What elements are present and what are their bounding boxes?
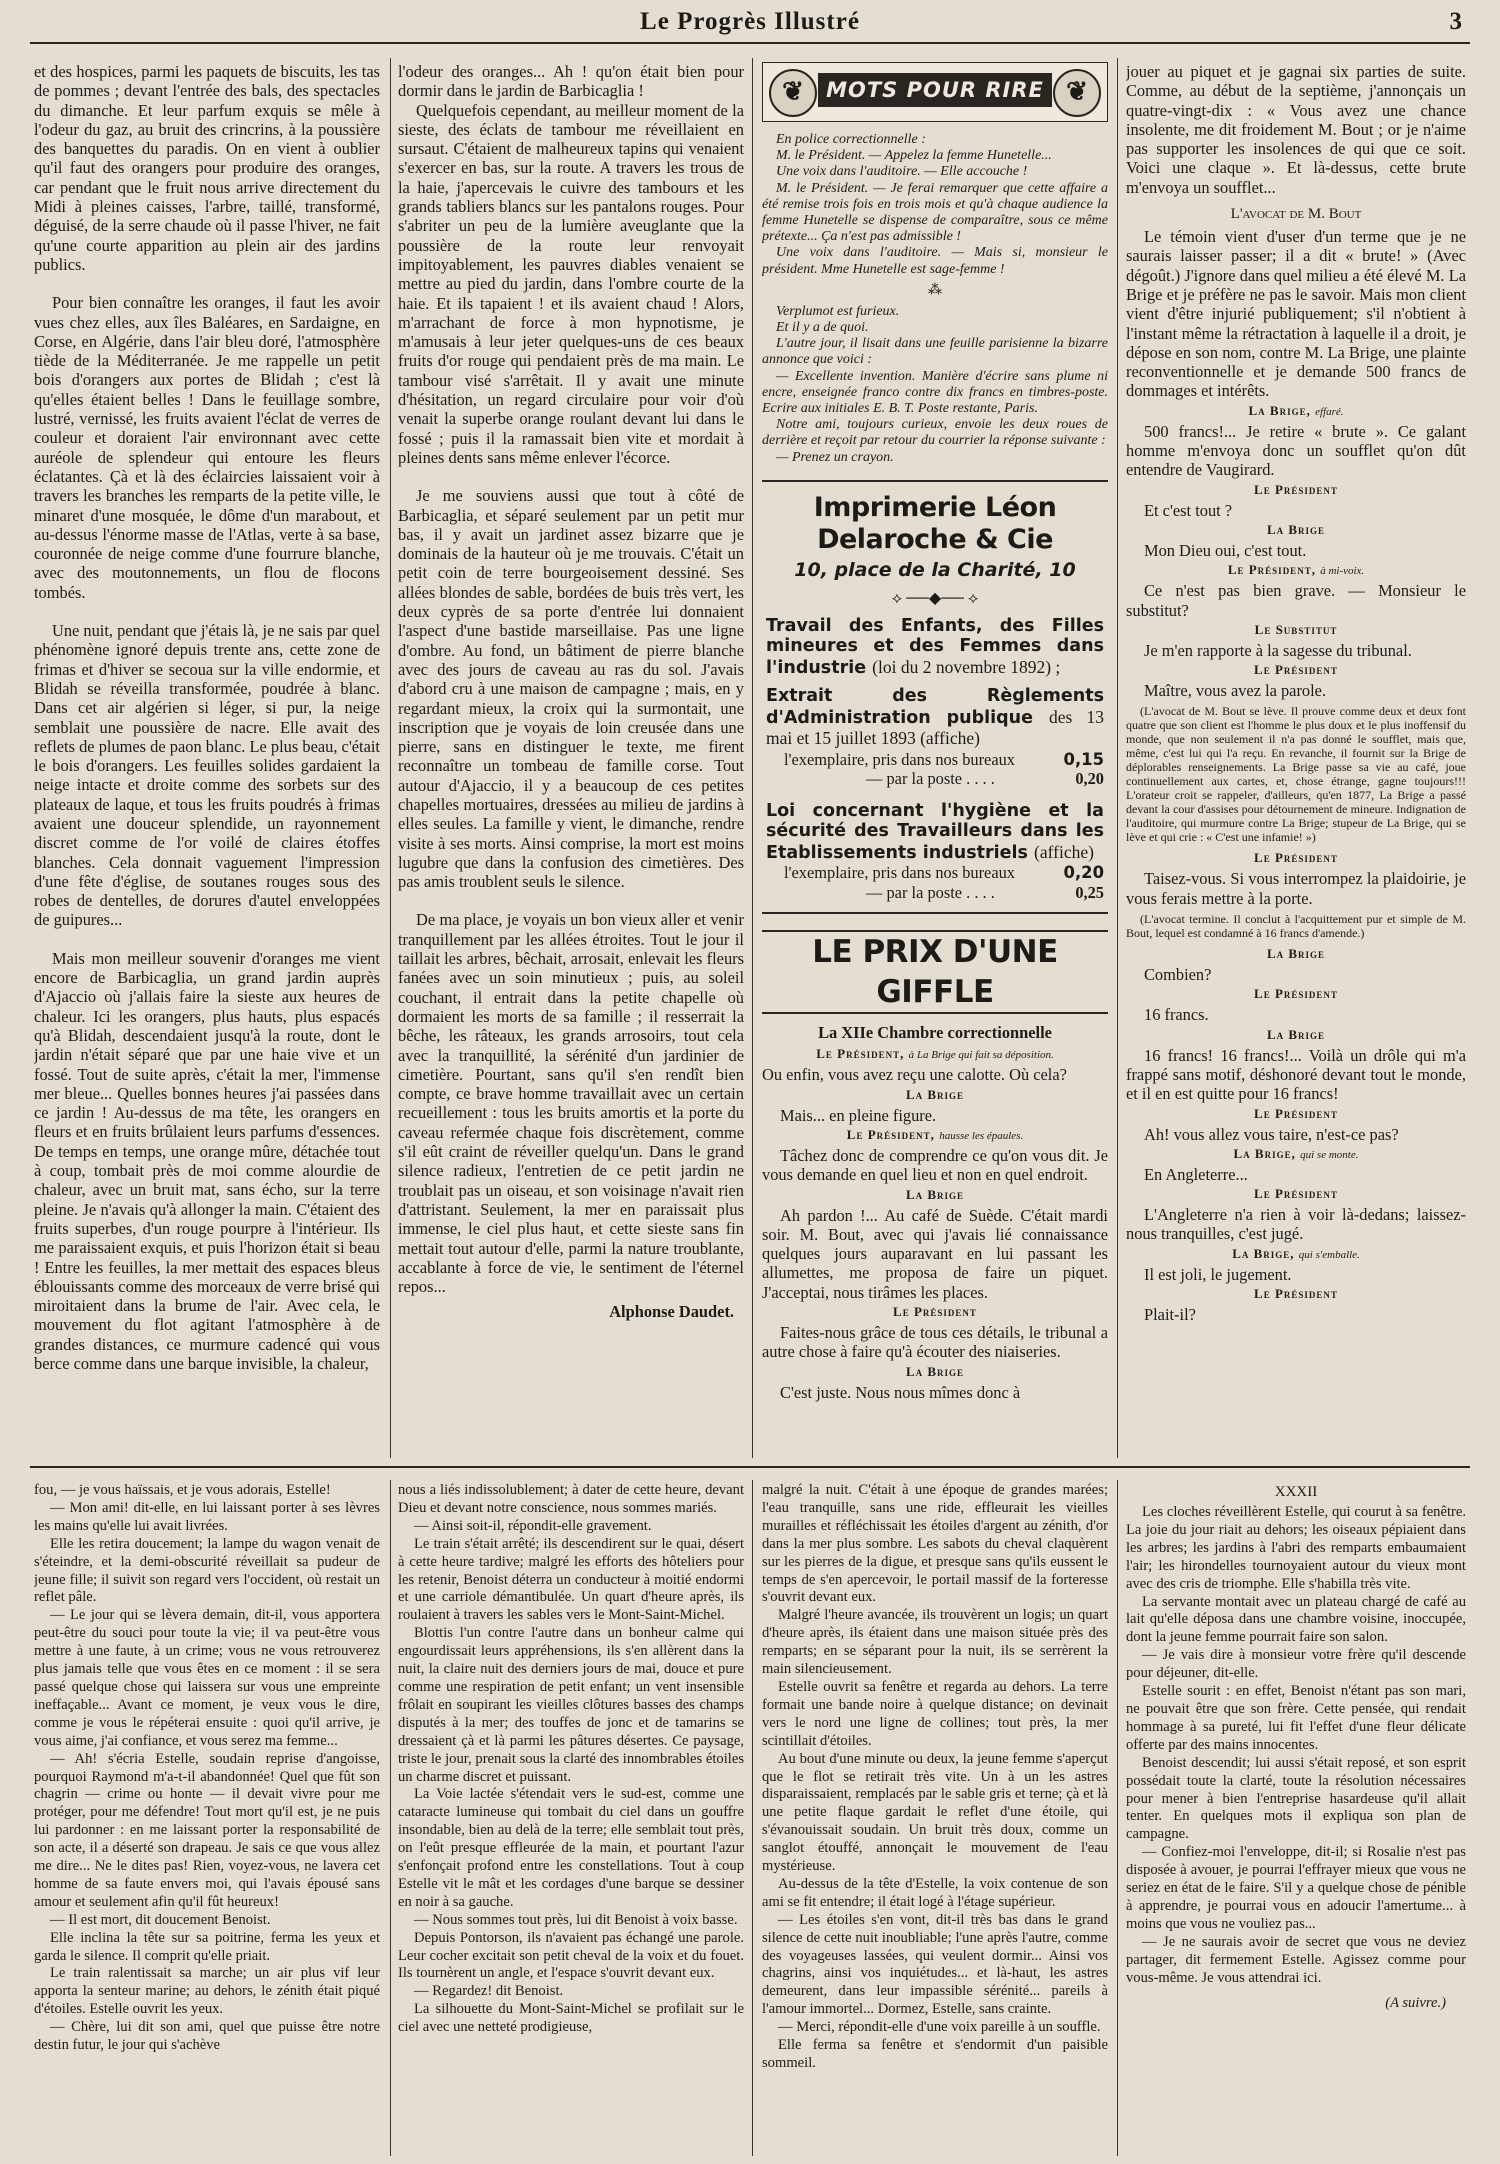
serial-paragraph: Le train ralentissait sa marche; un air plus vif leur apporta la senteur marine; au dehors, le zénith était piqué d'étoiles. Estelle ouvrit les yeux. — [34, 1965, 380, 2018]
dialogue-text: Mon Dieu oui, c'est tout. — [1144, 540, 1307, 560]
dialogue-text: jouer au piquet et je gagnai six parties de suite. Comme, au début de la septième, j'annonçais un quatre-vingt-dix : « Vous avez une chance insolente, me dit froidement M. Bout ; or je n'aime pas supporter les insolences de qui que ce soit. Voici une claque ». Et là-dessus, cette brute m'envoya un soufflet... — [1126, 62, 1466, 197]
joke-line: M. le Président. — Je ferai remarquer que cette affaire a été remise trois fois en trois mois et qu'à chaque audience la femme Hunetelle se dispense de comparaître, sous ce même prétexte... Ça n'est pas admissible ! — [762, 180, 1108, 245]
serial-paragraph: — Confiez-moi l'enveloppe, dit-il; si Rosalie n'est pas disposée à avouer, je pourrai l'effrayer mieux que vous ne seriez en état de le faire. S'il y a quelque chose de pénible à apprendre, je pourrai vous en adoucir l'amertume... à moins que vous ne vouliez pas... — [1126, 1844, 1466, 1932]
article-paragraph: et des hospices, parmi les paquets de biscuits, les tas de pommes ; devant l'entrée des bals, des spectacles du dimanche. Et leur parfum exquis se mêle à l'odeur du gaz, au bruit des crincrins, à la poussière des banquettes du paradis. On en vient à oublier qu'il faut des orangers pour produire des oranges, car pendant que le fruit nous arrive directement du Midi à pleines caisses, l'arbre, taillé, transformé, déguisé, de la serre chaude où il passe l'hiver, ne fait qu'une courte apparition au plein air des jardins publics. — [34, 62, 380, 274]
joke-line: — Prenez un crayon. — [776, 449, 894, 465]
dialogue-entry — [762, 1185, 1108, 1302]
joke-line: L'autre jour, il lisait dans une feuille parisienne la bizarre annonce que voici : — [762, 336, 1108, 368]
dialogue-text: 500 francs!... Je retire « brute ». Ce galant homme m'envoya donc un soufflet qu'on dût entendre de Vaugirard. — [1126, 421, 1466, 480]
stage-note: (L'avocat de M. Bout se lève. Il prouve comme deux et deux font quatre que son client est l'homme le plus doux et le plus inoffensif du monde, que non seulement il n'a pas donné le soufflet, mais que, même, c'est lui qui l'a reçu. En revanche, il fournit sur la Brige de déplorables renseignements. La Brige passe sa vie au café, joue continuellement aux cartes, et, chose étrange, gagne toujours!!! L'orateur croit se rappeler, d'ailleurs, qu'en 1877, La Brige a passé devant la cour d'assises pour détournement de mineure. Indignation de l'auditoire, qui murmure contre La Brige; stupeur de La Brige, qui se lève et qui crie : « C'est une infamie! ») — [1126, 704, 1466, 845]
feuilleton-column-3 — [762, 1482, 1108, 2158]
ad-item: Loi concernant l'hygiène et la sécurité des Travailleurs dans les Etablissements industriels (affiche) — [766, 800, 1104, 863]
dialogue-entry — [1126, 1244, 1466, 1284]
serial-paragraph: — Merci, répondit-elle d'une voix pareille à un souffle. — [778, 2019, 1101, 2036]
article-paragraph: l'odeur des oranges... Ah ! qu'on était bien pour dormir dans le jardin de Barbicaglia ! — [398, 62, 744, 101]
serial-paragraph: — Ainsi soit-il, répondit-elle gravement. — [414, 1517, 652, 1534]
speaker-name: La Brige — [905, 1363, 965, 1379]
printer-advertisement — [762, 480, 1108, 915]
price-line: — par la poste . . . . 0,20 — [866, 769, 1104, 789]
serial-paragraph: malgré la nuit. C'était à une époque de grandes marées; l'eau tranquille, sans une ride, effleurait les vieilles murailles et réfléchissait les étoiles d'argent au zénith, d'or dans la mer plus sombre. Les sabots du cheval claquèrent sur les pierres de la digue, et presque sans qu'ils eussent le temps de s'en apercevoir, le portail massif de la forteresse s'ouvrit devant eux. — [762, 1482, 1108, 1606]
speaker-name: Le Président — [1254, 1105, 1338, 1121]
joke-line: Et il y a de quoi. — [776, 320, 869, 336]
serial-paragraph: La Voie lactée s'étendait vers le sud-est, comme une cataracte lumineuse qui tombait du ciel dans un gouffre insondable, bien au delà de la terre; elle semblait tout près, on l'eût presque effleurée de la main, et pourtant l'azur s'enfonçait profond entre les constellations. Tout à coup Estelle vit le mât et les cordages d'une barque se dessiner en noir à sa gauche. — [398, 1786, 744, 1910]
stage-direction: qui se monte. — [1300, 1148, 1359, 1161]
article-paragraph: Une nuit, pendant que j'étais là, je ne sais par quel phénomène ignoré depuis trente ans, cette zone de frimas et d'hiver se secoua sur la ville endormie, et Blidah se réveilla transformée, poudrée à blanc. Dans cet air algérien si léger, si pur, la neige semblait une poussière de nacre. Elle avait des reflets de plumes de paon blanc. Le plus beau, c'était le bois d'orangers. Les feuilles solides gardaient la neige intacte et droite comme des sorbets sur des plateaux de laque, et tous les fruits poudrés à frimas avaient une douceur splendide, un rayonnement discret comme de l'or voilé de claires étoffes blanches. Cela donnait vaguement l'impression d'une fête d'église, de soutanes rouges sous des robes de dentelles, de dorures d'autel enveloppées de guipures... — [34, 621, 380, 930]
ornament-icon: ❦ — [1053, 69, 1101, 117]
dialogue-entry — [1126, 1104, 1466, 1144]
chapter-number: XXXII — [1274, 1484, 1318, 1500]
speaker-name: Le Président — [1254, 850, 1338, 866]
price-line: l'exemplaire, pris dans nos bureaux 0,15 — [784, 749, 1104, 769]
speaker-name: La Brige — [905, 1186, 965, 1202]
serial-paragraph: Le train s'était arrêté; ils descendirent sur le quai, désert à cette heure tardive; malgré les efforts des hôteliers pour les retenir, Benoist déterra un conducteur à moitié endormi et une carriole démantibulée. Un quart d'heure après, ils roulaient à travers les sables vers le Mont-Saint-Michel. — [398, 1535, 744, 1624]
section-divider — [30, 1466, 1470, 1468]
column-rule — [752, 1480, 753, 2156]
serial-paragraph: La servante montait avec un plateau chargé de café au lait qu'elle déposa dans une chambre voisine, inoccupée, dont la jeune femme pourrait faire son salon. — [1126, 1593, 1466, 1646]
article-paragraph: Mais mon meilleur souvenir d'oranges me vient encore de Barbicaglia, un grand jardin auprès d'Ajaccio où j'allais faire la sieste aux heures de chaleur. Ici les orangers, plus hauts, plus espacés qu'à Blidah, descendaient jusqu'à la route, dont le jardin n'était séparé que par une haie vive et un fossé. Tout de suite après, c'était la mer, l'immense mer bleue... Quelles bonnes heures j'ai passées dans ce jardin ! Au-dessus de ma tête, les orangers en fleurs et en fruits brûlaient leurs parfums d'essences. De temps en temps, une orange mûre, détachée tout à coup, tombait près de moi comme alourdie de chaleur, avec un bruit mat, sans écho, sur la terre pleine. Je n'avais qu'à allonger la main. C'étaient des fruits superbes, d'un rouge pourpre à l'intérieur. Ils me paraissaient exquis, et puis l'horizon était si beau ! Entre les feuilles, la mer mettait des espaces bleus éblouissants comme des morceaux de verre brisé qui miroitaient dans la brume de l'air. Avec cela, le mouvement du flot agitant l'atmosphère à de grandes distances, ce murmure cadencé qui vous berce comme dans une barque invisible, la chaleur, — [34, 948, 380, 1373]
article-column-2 — [398, 62, 744, 1454]
section-title: MOTS POUR RIRE — [818, 73, 1052, 107]
dialogue-entry — [762, 1044, 1108, 1084]
joke-line: Une voix dans l'auditoire. — Mais si, monsieur le président. Mme Hunetelle est sage-femme ! — [762, 245, 1108, 277]
serial-paragraph: Estelle ouvrit sa fenêtre et regarda au dehors. La terre formait une bande noire à quelque distance; on devinait vers le nord une ligne de collines; tout près, la mer scintillait d'étoiles. — [762, 1678, 1108, 1749]
dialogue-text: Ce n'est pas bien grave. — Monsieur le substitut? — [1126, 581, 1466, 620]
serial-paragraph: fou, — je vous haïssais, et je vous adorais, Estelle! — [34, 1482, 331, 1498]
joke-line: Notre ami, toujours curieux, envoie les deux roues de derrière et reçoit par retour du courrier la réponse suivante : — [762, 417, 1108, 449]
serial-paragraph: Les cloches réveillèrent Estelle, qui courut à sa fenêtre. La joie du jour riait au dehors; les oiseaux pépiaient dans les arbres; les jardins à l'abri des remparts embaumaient l'air; les hirondelles tournoyaient autour du vieux mont avec des cris de triomphe. Elle s'habilla très vite. — [1126, 1504, 1466, 1592]
dialogue-text: Tâchez donc de comprendre ce qu'on vous dit. Je vous demande en quel lieu et non en quel endroit. — [762, 1145, 1108, 1185]
speaker-name: La Brige, — [1233, 1145, 1296, 1161]
serial-paragraph: — Regardez! dit Benoist. — [414, 1983, 564, 2000]
serial-paragraph: Estelle sourit : en effet, Benoist n'étant pas son mari, ne pouvait être que son frère. Cette pensée, qui rendait hommage à sa pureté, lui fit l'effet d'une fleur délicate offerte par des mains innocentes. — [1126, 1683, 1466, 1753]
dialogue-text: Je m'en rapporte à la sagesse du tribunal. — [1144, 640, 1412, 660]
speaker-name: Le Président — [1254, 1186, 1338, 1202]
article-paragraph: Je me souviens aussi que tout à côté de Barbicaglia, et séparé seulement par un petit mur bas, il y avait un jardinet assez bizarre que je dominais de la hauteur où je me trouvais. C'était un petit coin de terre bourgeoisement dessiné. Ses allées blondes de sable, bordées de buis très vert, les deux cyprès de sa porte d'entrée lui donnaient l'aspect d'une bastide marseillaise. Pas une ligne d'ombre. Au fond, un bâtiment de pierre blanche avec des jours de caveau au ras du sol. J'avais d'abord cru à une maison de campagne ; mais, en y regardant mieux, la croix qui la surmontait, une inscription que je voyais de loin creusée dans une pierre, sans en distinguer le texte, me firent reconnaître un tombeau de famille corse. Tout autour d'Ajaccio, il y a beaucoup de ces petites chapelles mortuaires, dressées au milieu de jardins à elles seules. La famille y vient, le dimanche, rendre visite à ses morts. Ainsi comprise, la mort est moins lugubre que dans la confusion des cimetières. Des pas amis troublent seuls le silence. — [398, 486, 744, 892]
article-column-4 — [1126, 62, 1466, 1454]
article-column-1 — [34, 62, 380, 1454]
dialogue-entry — [762, 1085, 1108, 1125]
dialogue-text: 16 francs! 16 francs!... Voilà un drôle qui m'a frappé sans motif, déshonoré devant tout le monde, et il en est quitte pour 16 francs! — [1126, 1045, 1466, 1104]
speaker-name: La Brige — [905, 1086, 965, 1102]
serial-paragraph: Malgré l'heure avancée, ils trouvèrent un logis; un quart d'heure après, ils étaient dans une maison située près des remparts; en se séparant pour la nuit, ils se serrèrent la main silencieusement. — [762, 1607, 1108, 1678]
story-title: LE PRIX D'UNE GIFFLE — [762, 930, 1108, 1014]
speaker-name: Le Substitut — [1254, 621, 1338, 637]
article-paragraph: De ma place, je voyais un bon vieux aller et venir tranquillement par les allées étroites. Tout le jour il taillait les arbres, bêchait, arrosait, enlevait les fleurs fanées avec un soin minutieux ; puis, au soleil couchant, il entrait dans la petite chapelle où dormaient les morts de sa famille ; il resserrait la bêche, les râteaux, les grands arrosoirs, tout cela avec la tranquillité, la sérénité d'un jardinier de cimetière. Pourtant, sans qu'il s'en rendît bien compte, ce brave homme travaillait avec un certain recueillement : tous les bruits amortis et la porte du caveau refermée chaque fois discrètement, comme s'il eût craint de réveiller quelqu'un. Dans le grand silence radieux, l'entretien de ce petit jardin ne troublait pas un oiseau, et son voisinage n'avait rien d'attristant. Seulement, la mer en paraissait plus immense, le ciel plus haut, et cette sieste sans fin mettait tout autour d'elle, parmi la nature troublante, accablante à force de vie, le sentiment de l'éternel repos... — [398, 910, 744, 1297]
joke-line: Une voix dans l'auditoire. — Elle accouche ! — [776, 164, 1028, 180]
stage-direction: à La Brige qui fait sa déposition. — [908, 1049, 1054, 1062]
column-rule — [752, 58, 753, 1458]
page-number: 3 — [1449, 8, 1462, 35]
newspaper-title: Le Progrès Illustré — [640, 8, 860, 35]
serial-paragraph: Elle inclina la tête sur sa poitrine, ferma les yeux et garda le silence. Il comprit qu'elle priait. — [34, 1929, 380, 1964]
article-column-3 — [762, 62, 1108, 1454]
speaker-name: Le Président, — [1227, 562, 1316, 578]
serial-paragraph: — Le jour qui se lèvera demain, dit-il, vous apportera peut-être du souci pour toute la vie; il va peut-être vous mettre à une faute, à un crime; vous ne vous retrouverez plus jamais telle que vous êtes en ce moment : il se sera passé quelque chose qui laissera sur vous une empreinte ineffaçable... Avant ce moment, je veux vous le dire, comme je vous le répéterai ensuite : quoi qu'il arrive, je vous aime, j'ai confiance, et vous serez ma femme... — [34, 1607, 380, 1749]
dialogue-entry — [1126, 520, 1466, 560]
dialogue-text: Ah pardon !... Au café de Suède. C'était mardi soir. M. Bout, avec qui j'avais lié connaissance quelques jours auparavant en lui passant les allumettes, me proposa de faire un piquet. J'acceptai, nous tirâmes les places. — [762, 1205, 1108, 1302]
dialogue-text: Ah! vous allez vous taire, n'est-ce pas? — [1144, 1124, 1399, 1144]
serial-paragraph: — Les étoiles s'en vont, dit-il très bas dans le grand silence de cette nuit inoubliable; l'une après l'autre, comme des voyageuses lassées, qui veulent dormir... Ainsi vos chagrins, ainsi vos inquiétudes... et là-haut, les astres demeurent, dans leur impassible sérénité... pareils à l'amour immortel... Dormez, Estelle, sans crainte. — [762, 1911, 1108, 2018]
dialogue-text: C'est juste. Nous nous mîmes donc à — [780, 1382, 1021, 1402]
serial-paragraph: Benoist descendit; lui aussi s'était reposé, et son esprit possédait toute la clarté, toute la résolution nécessaires pour mener à bien l'entreprise hasardeuse qu'il allait tenter. En quelques mots il expliqua son plan de campagne. — [1126, 1754, 1466, 1843]
dialogue-entry — [1126, 984, 1466, 1024]
printer-name: Imprimerie Léon Delaroche & Cie — [813, 491, 1057, 555]
printer-address: 10, place de la Charité, 10 — [794, 558, 1076, 581]
feuilleton-column-2 — [398, 1482, 744, 2158]
dialogue-text: Il est joli, le jugement. — [1144, 1264, 1292, 1284]
serial-paragraph: La silhouette du Mont-Saint-Michel se profilait sur le ciel avec une netteté prodigieuse, — [398, 2001, 744, 2036]
speaker-name: La Brige, — [1248, 402, 1311, 418]
dialogue-entry — [1126, 401, 1466, 480]
speaker-name: La Brige — [1266, 946, 1326, 962]
column-rule — [390, 1480, 391, 2156]
dialogue-text: Faites-nous grâce de tous ces détails, le tribunal a autre chose à faire qu'à écouter des niaiseries. — [762, 1323, 1108, 1362]
dialogue-entry — [762, 1125, 1108, 1185]
price-line: l'exemplaire, pris dans nos bureaux 0,20 — [784, 863, 1104, 883]
dialogue-entry — [1126, 660, 1466, 844]
ornament-icon: ❦ — [769, 69, 817, 117]
joke-line: Verplumot est furieux. — [776, 303, 900, 319]
speaker-name: Le Président — [893, 1304, 977, 1320]
speaker-name: La Brige — [1266, 1026, 1326, 1042]
stage-direction: effaré. — [1315, 405, 1344, 418]
joke-line: En police correctionnelle : — [776, 132, 926, 147]
speaker-name: Le Président — [1254, 662, 1338, 678]
dialogue-entry — [1126, 848, 1466, 940]
joke-line: M. le Président. — Appelez la femme Hunetelle... — [776, 148, 1052, 164]
stage-note: (L'avocat termine. Il conclut à l'acquittement pur et simple de M. Bout, lequel est condamné à 16 francs d'amende.) — [1126, 912, 1466, 941]
speaker-name: Le Président — [1254, 1285, 1338, 1301]
price-line: — par la poste . . . . 0,25 — [866, 882, 1104, 902]
serial-paragraph: Depuis Pontorson, ils n'avaient pas échangé une parole. Leur cocher excitait son petit cheval de la voix et du fouet. Ils tournèrent un angle, et l'espace s'ouvrit devant eux. — [398, 1929, 744, 1982]
serial-paragraph: — Je ne saurais avoir de secret que vous ne deviez partager, dit fermement Estelle. Agissez comme pour vous-même. Je vous attendrai ici. — [1126, 1933, 1466, 1986]
dialogue-text: Et c'est tout ? — [1144, 500, 1233, 520]
serial-paragraph: — Chère, lui dit son ami, quel que puisse être notre destin futur, le jour qui s'achève — [34, 2019, 380, 2054]
dialogue-entry — [1126, 480, 1466, 520]
serial-paragraph: — Mon ami! dit-elle, en lui laissant porter à ses lèvres les mains qu'elle lui avait livrées. — [34, 1499, 380, 1534]
dialogue-text: 16 francs. — [1144, 1005, 1209, 1025]
feuilleton-column-4 — [1126, 1482, 1466, 2158]
serial-paragraph: Au-dessus de la tête d'Estelle, la voix contenue de son ami se fit entendre; il était logé à l'étage supérieur. — [762, 1875, 1108, 1910]
dialogue-entry — [1126, 1025, 1466, 1104]
dialogue-entry — [1126, 1144, 1466, 1184]
serial-paragraph: — Ah! s'écria Estelle, soudain reprise d'angoisse, pourquoi Raymond m'a-t-il abandonnée! Quel que fût son chagrin — crime ou honte — il devait vivre pour me protéger, pour me défendre! Tout mort qu'il est, je ne puis lui pardonner : en me laissant porter la responsabilité de son acte, il a déserté son drapeau. Je sais ce que vous allez me dire... Ne le dites pas! Rien, voyez-vous, ne lavera cet homme de sa faute envers moi, qui l'avais épousé sans amour et seulement afin qu'il fût heureux! — [34, 1750, 380, 1910]
dialogue-text: L'Angleterre n'a rien à voir là-dedans; laissez-nous tranquilles, c'est jugé. — [1126, 1205, 1466, 1244]
speaker-name: Le Président, — [846, 1126, 935, 1142]
dialogue-entry — [1126, 620, 1466, 660]
ornament-divider: ⟡ ──◆── ⟡ — [891, 589, 979, 607]
page-header — [30, 4, 1470, 44]
feuilleton-column-1 — [34, 1482, 380, 2158]
article-paragraph: Quelquefois cependant, au meilleur moment de la sieste, des éclats de tambour me réveillaient en sursaut. C'étaient de malheureux tapins qui venaient s'exercer en bas, sur la route. A travers les trous de la haie, j'apercevais le cuivre des tambours et les grands tabliers blancs sur les pantalons rouges. Pour s'abriter un peu de la lumière aveuglante que la poussière de la route leur renvoyait impitoyablement, les pauvres diables venaient se mettre au pied du jardin, dans l'ombre courte de la haie. Et ils tapaient ! et ils avaient chaud ! Alors, m'arrachant de force à mon hypnotisme, je m'amusais à leur jeter quelques-uns de ces beaux fruits d'or rouge qui pendaient près de ma main. Le tambour visé s'arrêtait. Il y avait une minute d'hésitation, un regard circulaire pour voir d'où venait la superbe orange roulant devant lui dans le fossé ; puis il la ramassait bien vite et mordait à pleines dents sans même enlever l'écorce. — [398, 100, 744, 467]
speaker-name: Le Président, — [816, 1046, 905, 1062]
joke-line: — Excellente invention. Manière d'écrire sans plume ni encre, enseignée franco contre dix francs en timbres-poste. Ecrire aux initiales E. B. T. Poste restante, Paris. — [762, 368, 1108, 417]
serial-paragraph: — Il est mort, dit doucement Benoist. — [50, 1911, 271, 1928]
author-signature: Alphonse Daudet. — [609, 1302, 734, 1322]
serial-paragraph: nous a liés indissolublement; à dater de cette heure, devant Dieu et devant notre conscience, nous sommes mariés. — [398, 1482, 744, 1516]
ad-item: Travail des Enfants, des Filles mineures et des Femmes dans l'industrie (loi du 2 novembre 1892) ; — [766, 615, 1104, 678]
serial-paragraph: Au bout d'une minute ou deux, la jeune femme s'aperçut que le flot se retirait très vite. Un à un les astres disparaissaient, remplacés par le sable gris et terne; çà et là une petite flaque gardait le reflet d'une étoile, qui s'évanouissait soudain. Un bruit très doux, comme un sanglot étouffé, annonçait le mouvement de l'eau mystérieuse. — [762, 1750, 1108, 1875]
speaker-name: La Brige, — [1232, 1245, 1295, 1261]
speaker-heading: L'avocat de M. Bout — [1230, 206, 1362, 223]
speaker-name: Le Président — [1254, 986, 1338, 1002]
serial-paragraph: — Nous sommes tout près, lui dit Benoist à voix basse. — [414, 1911, 738, 1928]
ad-item: Extrait des Règlements d'Administration publique des 13 mai et 15 juillet 1893 (affiche) — [766, 686, 1104, 749]
speaker-name: Le Président — [1254, 481, 1338, 497]
serial-paragraph: — Je vais dire à monsieur votre frère qu'il descende pour déjeuner, dit-elle. — [1126, 1647, 1466, 1682]
dialogue-entry — [762, 1302, 1108, 1362]
dialogue-entry — [1126, 1284, 1466, 1324]
article-paragraph: Pour bien connaître les oranges, il faut les avoir vues chez elles, aux îles Baléares, en Sardaigne, en Corse, en Algérie, dans l'air bleu doré, l'atmosphère tiède de la Méditerranée. Je me rappelle un petit bois d'orangers aux portes de Blidah ; c'est là qu'elles étaient belles ! Dans le feuillage sombre, lustré, vernissé, les fruits avaient l'éclat de verres de couleur et doraient l'air environnant avec cette auréole de splendeur qui entoure les fleurs éclatantes. Çà et là des éclaircies laissaient voir à travers les branches les remparts de la petite ville, le minaret d'une mosquée, le dôme d'un marabout, et au-dessus l'énorme masse de l'Atlas, verte à sa base, couronnée de neige comme d'une fourrure blanche, avec des moutonnements, un flou de flocons tombés. — [34, 293, 380, 602]
dialogue-entry — [1126, 1184, 1466, 1244]
speaker-name: La Brige — [1266, 521, 1326, 537]
serial-paragraph: Elle les retira doucement; la lampe du wagon venait de s'éteindre, et la demi-obscurité réveillait sa pudeur de jeune fille; il suivit son regard vers l'occident, où restait un reflet pâle. — [34, 1535, 380, 1606]
stage-direction: hausse les épaules. — [939, 1129, 1024, 1142]
to-be-continued: (A suivre.) — [1385, 1995, 1446, 2012]
stage-direction: à mi-voix. — [1320, 565, 1365, 578]
mots-pour-rire-banner — [762, 62, 1108, 122]
dialogue-text: Le témoin vient d'user d'un terme que je ne saurais laisser passer; il a dit « brute! » (Avec dégoût.) J'ignore dans quel milieu a été élevé M. La Brige et je préfère ne pas le savoir. Mais mon client vient d'être injurié publiquement; s'il n'obtient à l'instant même la rétractation à laquelle il a droit, je dépose en son nom, contre M. La Brige, une plainte reconventionnelle et je demande 500 francs de dommages et intérêts. — [1126, 227, 1466, 401]
serial-paragraph: Elle ferma sa fenêtre et s'endormit d'un paisible sommeil. — [762, 2037, 1108, 2071]
story-subtitle: La XIIe Chambre correctionnelle — [818, 1023, 1052, 1043]
dialogue-entry — [1126, 944, 1466, 984]
column-rule — [1117, 58, 1118, 1458]
asterism-divider: ⁂ — [928, 282, 942, 298]
dialogue-text: Mais... en pleine figure. — [780, 1105, 937, 1125]
serial-paragraph: Blottis l'un contre l'autre dans un bonheur calme qui engourdissait leurs appréhensions, ils s'en allèrent dans la nuit, la claire nuit des derniers jours de mai, douce et pure comme une respiration de petit enfant; un vent insensible frôlait en soupirant les vieilles clôtures basses des champs disputés à la mer; des touffes de jonc et de tamarins se dressaient çà et là parmi les pâtures désertes. Ce paysage, triste le jour, prenait sous la clarté des innombrables étoiles un charme discret et puissant. — [398, 1625, 744, 1785]
stage-direction: qui s'emballe. — [1298, 1248, 1360, 1261]
column-rule — [390, 58, 391, 1458]
dialogue-text: Maître, vous avez la parole. — [1144, 681, 1327, 701]
column-rule — [1117, 1480, 1118, 2156]
dialogue-text: Ou enfin, vous avez reçu une calotte. Où cela? — [762, 1065, 1067, 1085]
dialogue-entry — [1126, 560, 1466, 620]
dialogue-text: Plait-il? — [1144, 1304, 1196, 1324]
dialogue-entry — [762, 1362, 1108, 1402]
dialogue-text: Combien? — [1144, 965, 1212, 985]
dialogue-text: Taisez-vous. Si vous interrompez la plaidoirie, je vous ferais mettre à la porte. — [1126, 869, 1466, 908]
dialogue-text: En Angleterre... — [1144, 1164, 1248, 1184]
